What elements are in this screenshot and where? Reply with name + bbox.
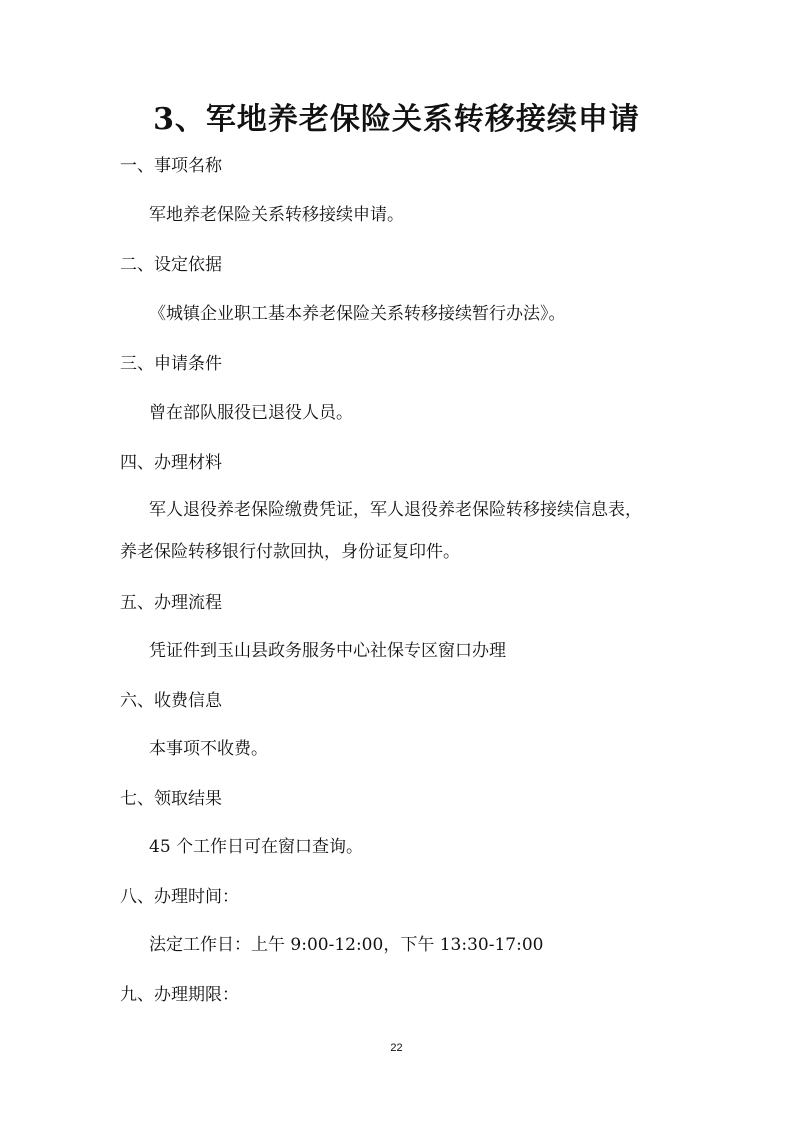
section-text-process: 凭证件到玉山县政务服务中心社保专区窗口办理 xyxy=(149,641,506,661)
section-text-materials-line-1: 军人退役养老保险缴费凭证，军人退役养老保险转移接续信息表， xyxy=(149,500,642,520)
section-text-materials-line-2: 养老保险转移银行付款回执，身份证复印件。 xyxy=(120,542,460,562)
section-heading-conditions: 三、申请条件 xyxy=(120,354,222,374)
section-heading-legal-basis: 二、设定依据 xyxy=(120,255,222,275)
section-heading-result: 七、领取结果 xyxy=(120,789,222,809)
section-text-hours: 法定工作日：上午 9:00-12:00，下午 13:30-17:00 xyxy=(149,935,544,955)
section-heading-materials: 四、办理材料 xyxy=(120,453,222,473)
section-heading-fees: 六、收费信息 xyxy=(120,691,222,711)
section-heading-process: 五、办理流程 xyxy=(120,593,222,613)
section-text-legal-basis: 《城镇企业职工基本养老保险关系转移接续暂行办法》。 xyxy=(149,304,566,324)
section-text-result: 45 个工作日可在窗口查询。 xyxy=(149,837,364,857)
section-heading-time-limit: 九、办理期限： xyxy=(120,985,239,1005)
page-title: 3、军地养老保险关系转移接续申请 xyxy=(153,102,640,137)
section-text-conditions: 曾在部队服役已退役人员。 xyxy=(149,403,353,423)
page-number: 22 xyxy=(390,1042,403,1054)
section-heading-hours: 八、办理时间： xyxy=(120,887,239,907)
section-heading-item-name: 一、事项名称 xyxy=(120,156,222,176)
section-text-fees: 本事项不收费。 xyxy=(149,739,268,759)
section-text-item-name: 军地养老保险关系转移接续申请。 xyxy=(149,205,404,225)
